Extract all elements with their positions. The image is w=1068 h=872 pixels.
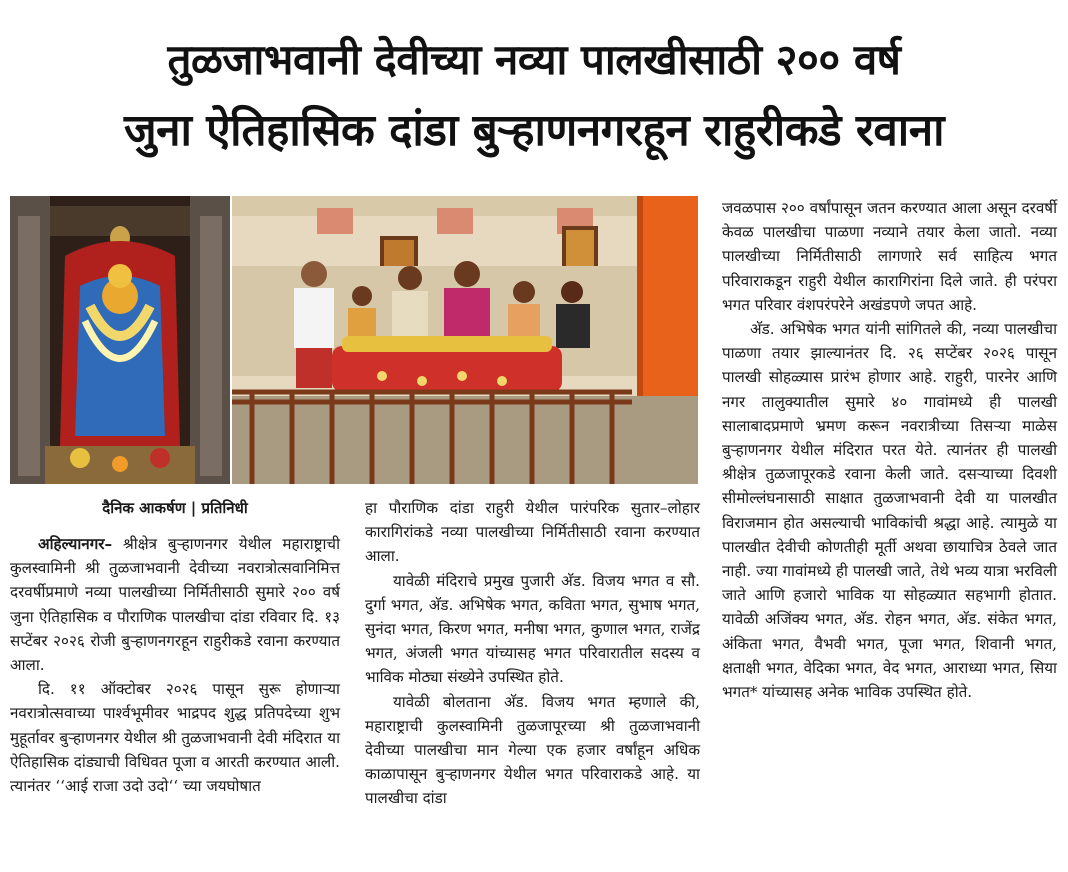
article-column-1 <box>10 532 340 798</box>
article-paragraph: अ‍ॅड. अभिषेक भगत यांनी सांगितले की, नव्या पालखीचा पाळणा तयार झाल्यानंतर दि. २६ सप्टेंबर २०२६ पासून पालखी सोहळ्यास प्रारंभ होणार आहे. राहुरी, पारनेर आणि नगर तालुक्यातील सुमारे ४० गावांमध्ये ही पालखी सालाबादप्रमाणे भ्रमण करून नवरात्रीच्या तिसऱ्या माळेस बुऱ्हाणनगर येथील मंदिरात परत येते. त्यानंतर ही पालखी श्रीक्षेत्र तुळजापूरकडे रवाना केली जाते. दसऱ्याच्या दिवशी सीमोल्लंघनासाठी साक्षात तुळजाभवानी देवी या पालखीत विराजमान होत असल्याची भाविकांची श्रद्धा आहे. त्यामुळे या पालखीत देवीची कोणतीही मूर्ती अथवा छायाचित्र ठेवले जात नाही. ज्या गावांमध्ये ही पालखी जाते, तेथे भव्य यात्रा भरविली जाते आणि हजारो भाविक या सोहळ्यात सहभागी होतात. यावेळी अजिंक्य भगत, अ‍ॅड. रोहन भगत, अ‍ॅड. संकेत भगत, अंकिता भगत, वैभवी भगत, पूजा भगत, शिवानी भगत, क्षताक्षी भगत, वेदिका भगत, वेद भगत, आराध्या भगत, सिया भगत* यांच्यासह अनेक भाविक उपस्थित होते. <box>722 320 1057 702</box>
article-paragraph <box>10 532 340 677</box>
goddess-idol-photo <box>10 196 230 484</box>
headline-line-1: तुळजाभवानी देवीच्या नव्या पालखीसाठी २०० वर्ष <box>167 35 901 84</box>
palanquin-ceremony-photo <box>232 196 698 484</box>
article-paragraph: दि. ११ ऑक्टोबर २०२६ पासून सुरू होणाऱ्या नवरात्रोत्सवाच्या पार्श्वभूमीवर भाद्रपद शुद्ध प्रतिपदेच्या शुभ मुहूर्तावर बुऱ्हाणनगर येथील श्री तुळजाभवानी देवी मंदिरात या ऐतिहासिक दांड्याची विधिवत पूजा व आरती करण्यात आली. त्यानंतर ‘‘आई राजा उदो उदो‘‘ च्या जयघोषात <box>10 680 340 796</box>
dateline: अहिल्यानगर– <box>38 535 113 553</box>
article-paragraph: हा पौराणिक दांडा राहुरी येथील पारंपरिक सुतार–लोहार कारागिरांकडे नव्या पालखीच्या निर्मितीसाठी रवाना करण्यात आला. <box>365 499 700 566</box>
article-paragraph: जवळपास २०० वर्षांपासून जतन करण्यात आला असून दरवर्षी केवळ पालखीचा पाळणा नव्याने तयार केला जातो. नव्या पालखीच्या निर्मितीसाठी लागणारे सर्व साहित्य भगत परिवाराकडून राहुरी येथील कारागिरांना दिले जाते. ही परंपरा भगत परिवार वंशपरंपरेने अखंडपणे जपत आहे. <box>722 199 1057 314</box>
paragraph-text: श्रीक्षेत्र बुऱ्हाणनगर येथील महाराष्ट्राची कुलस्वामिनी श्री तुळजाभवानी देवीच्या नवरात्रोत्सवानिमित्त दरवर्षीप्रमाणे नव्या पालखीच्या निर्मितीसाठी सुमारे २०० वर्ष जुना ऐतिहासिक व पौराणिक पालखीचा दांडा रविवार दि. १३ सप्टेंबर २०२६ रोजी बुऱ्हाणनगरहून राहुरीकडे रवाना करण्यात आला. <box>10 535 341 675</box>
article-paragraph: यावेळी मंदिराचे प्रमुख पुजारी अ‍ॅड. विजय भगत व सौ. दुर्गा भगत, अ‍ॅड. अभिषेक भगत, कविता भगत, सुभाष भगत, सुनंदा भगत, किरण भगत, मनीषा भगत, कुणाल भगत, राजेंद्र भगत, अंजली भगत यांच्यासह भगत परिवारातील सदस्य व भाविक मोठ्या संख्येने उपस्थित होते. <box>365 571 700 687</box>
headline-line-2: जुना ऐतिहासिक दांडा बुऱ्हाणनगरहून राहुरीकडे रवाना <box>123 105 945 156</box>
article-column-3 <box>722 196 1057 704</box>
byline: दैनिक आकर्षण | प्रतिनिधी <box>102 499 248 517</box>
article-paragraph: यावेळी बोलताना अ‍ॅड. विजय भगत म्हणाले की, महाराष्ट्राची कुलस्वामिनी तुळजापूरच्या श्री तुळजाभवानी देवीच्या पालखीचा मान गेल्या एक हजार वर्षांहून अधिक काळापासून बुऱ्हाणनगर येथील भगत परिवाराकडे आहे. या पालखीचा दांडा <box>365 692 700 808</box>
article-column-2 <box>365 496 700 811</box>
